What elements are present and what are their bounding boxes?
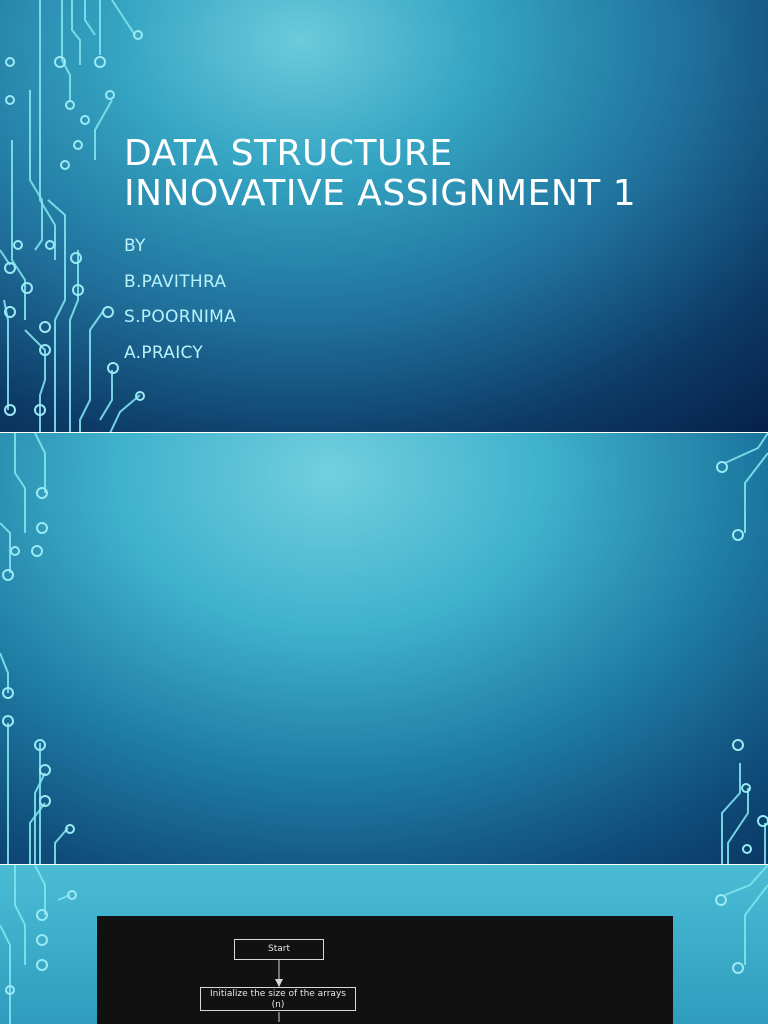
title-slide <box>0 0 768 433</box>
flowchart-image <box>97 916 673 1024</box>
author-item: S.POORNIMA <box>124 307 237 327</box>
flowchart-initialize-label: Initialize the size of the arrays <box>210 989 346 999</box>
flowchart-arrow-head <box>274 959 284 987</box>
circuit-decoration-left <box>0 865 80 1024</box>
flowchart-arrow-continue <box>278 1012 280 1022</box>
flowchart-initialize-box <box>200 987 356 1011</box>
program-slide <box>0 433 768 865</box>
author-by-label: BY <box>124 236 146 256</box>
presentation-title <box>124 134 636 214</box>
circuit-decoration-right <box>700 865 768 1024</box>
circuit-decoration-left <box>0 433 80 865</box>
title-line-1: DATA STRUCTURE <box>124 133 453 174</box>
title-line-2: INNOVATIVE ASSIGNMENT 1 <box>124 173 637 214</box>
author-item: B.PAVITHRA <box>124 271 227 292</box>
author-item: A.PRAICY <box>124 342 204 363</box>
author-list <box>124 234 236 376</box>
flowchart-initialize-sub: (n) <box>271 1000 285 1010</box>
circuit-decoration-right <box>700 433 768 865</box>
flowchart-start-box: Start <box>234 939 324 960</box>
